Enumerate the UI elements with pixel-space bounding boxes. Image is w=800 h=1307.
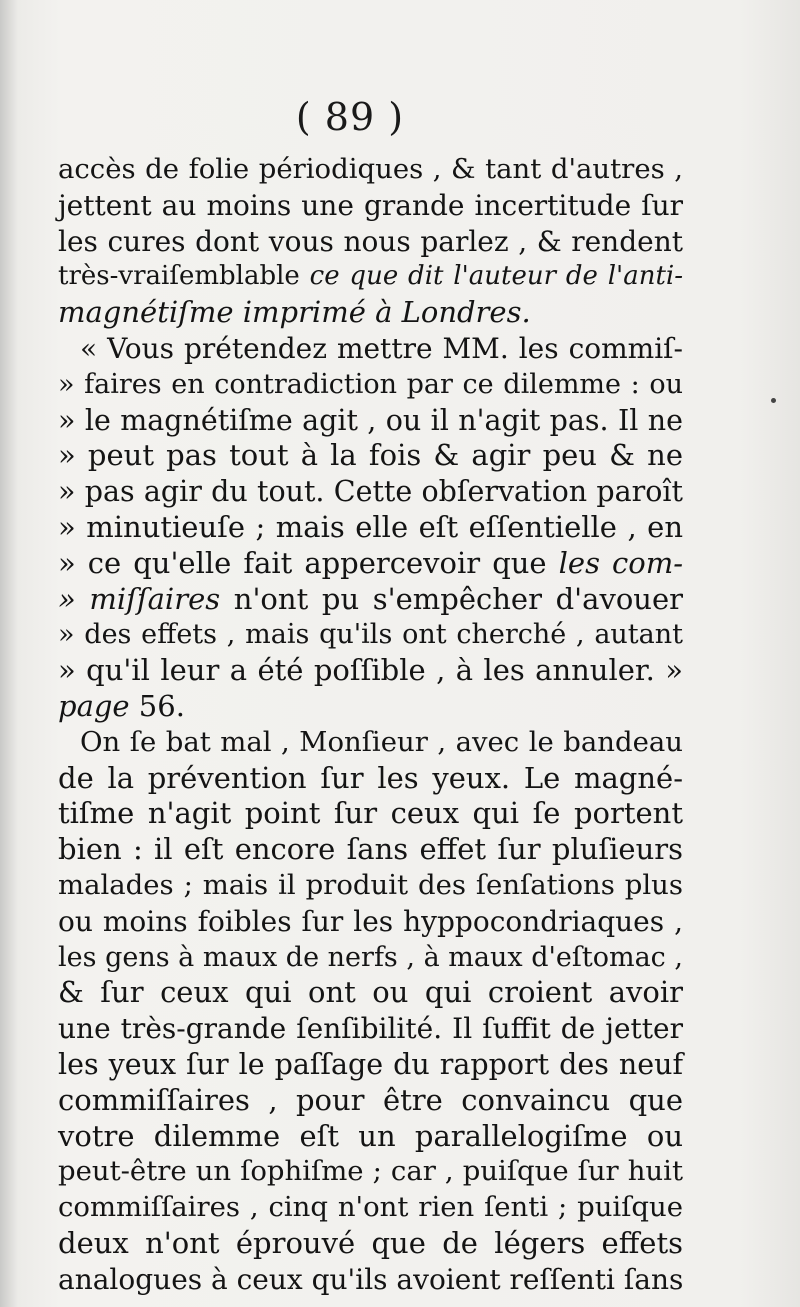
text-line: » qu'il leur a été poſſible , à les annuler. » — [58, 653, 683, 688]
text-line: » peut pas tout à la fois & agir peu & ne — [58, 438, 683, 473]
text-line: les gens à maux de nerfs , à maux d'eſtomac , — [58, 941, 683, 973]
text-line: bien : il eſt encore ſans effet ſur pluſieurs — [58, 832, 683, 867]
text-line: accès de folie périodiques , & tant d'autres , — [58, 153, 683, 185]
text-line: » pas agir du tout. Cette obſervation paroît — [58, 475, 683, 509]
text-line: les yeux ſur le paſſage du rapport des neuf — [58, 1047, 683, 1081]
body-text — [58, 152, 683, 1298]
text-line: » minutieuſe ; mais elle eſt eſſentielle , en — [58, 509, 683, 544]
text-line: une très-grande ſenſibilité. Il ſuffit de jetter — [58, 1012, 683, 1046]
text-line: » des effets , mais qu'ils ont cherché , autant — [58, 619, 683, 651]
text-line: les cures dont vous nous parlez , & rendent — [58, 224, 683, 258]
text-line: ou moins foibles ſur les hyppocondriaques , — [58, 904, 683, 938]
page-number: ( 89 ) — [295, 95, 405, 139]
text-line: & ſur ceux qui ont ou qui croient avoir — [58, 975, 683, 1010]
text-line: « Vous prétendez mettre MM. les commiſ- — [80, 331, 683, 365]
text-line: » le magnétiſme agit , ou il n'agit pas. Il ne — [58, 403, 683, 437]
text-line: » faires en contradiction par ce dilemme : ou — [58, 368, 683, 400]
text-line: malades ; mais il produit des ſenſations plus — [58, 868, 683, 901]
text-line: de la prévention ſur les yeux. Le magné- — [58, 760, 683, 795]
text-line: » ce qu'elle fait appercevoir que les com- — [58, 545, 683, 580]
text-line: jettent au moins une grande incertitude ſur — [58, 188, 683, 222]
text-line: votre dilemme eſt un parallelogiſme ou — [58, 1118, 683, 1153]
text-line: commiſſaires , pour être convaincu que — [58, 1082, 683, 1117]
text-line: deux n'ont éprouvé que de légers effets — [58, 1225, 683, 1260]
text-line: commiſſaires , cinq n'ont rien ſenti ; puiſque — [58, 1191, 683, 1224]
text-line: » miſſaires n'ont pu s'empêcher d'avouer — [58, 581, 683, 616]
ink-spot — [771, 398, 776, 403]
text-line: On ſe bat mal , Monſieur , avec le bandeau — [80, 725, 683, 758]
text-line: tiſme n'agit point ſur ceux qui ſe portent — [58, 796, 683, 831]
text-line: analogues à ceux qu'ils avoient reſſenti ſans — [58, 1262, 684, 1296]
text-line: peut-être un ſophiſme ; car , puiſque ſur huit — [58, 1155, 683, 1188]
text-line: magnétiſme imprimé à Londres. — [58, 295, 531, 330]
text-line: très-vraiſemblable ce que dit l'auteur de l'anti- — [58, 261, 683, 292]
text-line: page 56. — [58, 688, 185, 723]
